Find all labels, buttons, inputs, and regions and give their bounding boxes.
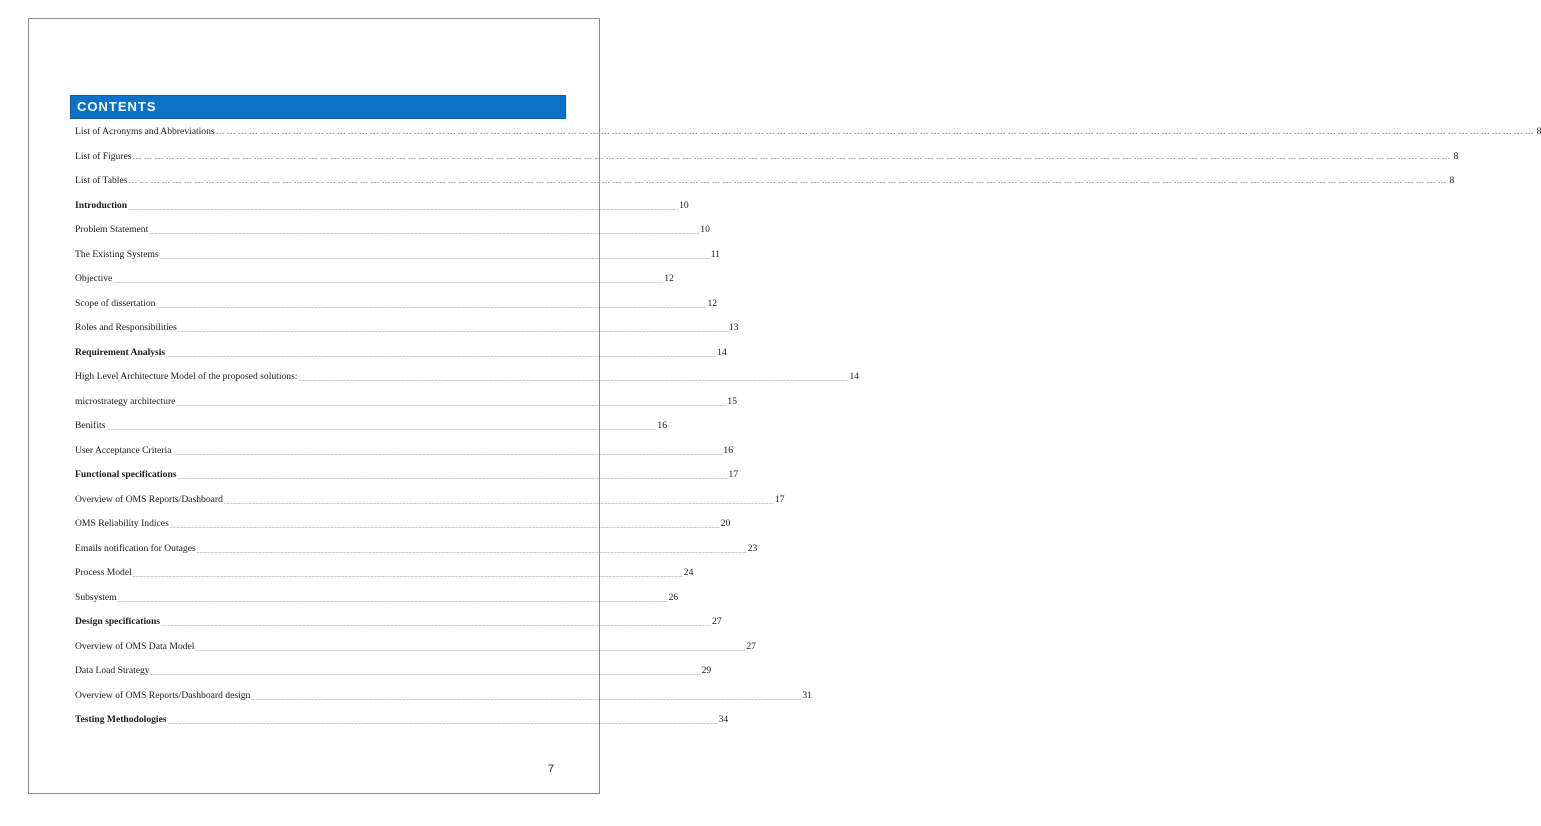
toc-entry-page: 26 — [668, 591, 679, 603]
toc-entry[interactable] — [75, 322, 739, 336]
toc-entry[interactable] — [75, 567, 694, 581]
toc-entry-page: 17 — [728, 469, 739, 480]
toc-entry-label: Data Load Strategy — [75, 665, 150, 676]
toc-dot-leader: ................................................................................................................................................................................................................................................................................................................................................................................................................ — [176, 401, 727, 408]
toc-entry-page: 31 — [802, 689, 812, 701]
toc-dot-leader: ................................................................................................................................................................................................................................................................................................................................................................................................................ — [177, 328, 728, 334]
toc-entry-label: List of Tables — [75, 175, 128, 186]
toc-entry[interactable] — [75, 248, 720, 263]
toc-entry-page: 8 — [1449, 175, 1455, 186]
toc-entry-label: Overview of OMS Reports/Dashboard — [75, 493, 223, 505]
toc-dot-leader: ................................................................................................................................................................................................................................................................................................................................................................................................................ — [223, 499, 774, 506]
toc-dot-leader: ................................................................................................................................................................................................................................................................................................................................................................................................................ — [161, 622, 712, 628]
toc-entry-label: Benifits — [75, 420, 106, 431]
toc-entry-page: 29 — [701, 665, 712, 676]
toc-dot-leader: ……………………………………………………………………………………………………………………………………………………………………………………………………………………………………………………………………………………………………………………………… — [132, 150, 1453, 161]
toc-entry[interactable] — [75, 297, 718, 312]
toc-dot-leader: ................................................................................................................................................................................................................................................................................................................................................................................................................ — [251, 695, 802, 702]
toc-entry-page: 8 — [1536, 126, 1541, 137]
toc-entry[interactable] — [75, 591, 679, 606]
toc-entry[interactable] — [75, 224, 710, 238]
toc-entry-label: Problem Statement — [75, 224, 149, 235]
contents-heading: CONTENTS — [77, 99, 157, 114]
toc-entry-page: 11 — [710, 248, 720, 260]
toc-entry-page: 27 — [746, 640, 756, 652]
toc-entry[interactable] — [75, 444, 734, 459]
toc-dot-leader: ................................................................................................................................................................................................................................................................................................................................................................................................................ — [106, 426, 657, 432]
toc-dot-leader: ……………………………………………………………………………………………………………………………………………………………………………………………………………………………………………………………………………………………………………………………… — [215, 126, 1536, 136]
toc-dot-leader: ................................................................................................................................................................................................................................................................................................................................................................................................................ — [167, 720, 718, 726]
toc-entry[interactable] — [75, 346, 727, 361]
page-number: 7 — [548, 763, 555, 775]
toc-entry-page: 13 — [728, 322, 739, 333]
toc-dot-leader: ................................................................................................................................................................................................................................................................................................................................................................................................................ — [150, 671, 701, 677]
toc-entry-label: The Existing Systems — [75, 248, 159, 260]
toc-entry-page: 17 — [774, 493, 785, 505]
toc-entry[interactable] — [75, 542, 758, 557]
toc-entry-page: 16 — [657, 420, 667, 431]
toc-dot-leader: ................................................................................................................................................................................................................................................................................................................................................................................................................ — [169, 524, 720, 530]
toc-entry-label: microstrategy architecture — [75, 395, 176, 407]
toc-entry-label: Design specifications — [75, 616, 161, 627]
toc-entry-label: Subsystem — [75, 591, 117, 603]
toc-entry-page: 10 — [679, 199, 689, 211]
toc-entry[interactable] — [75, 395, 738, 410]
toc-entry[interactable] — [75, 640, 756, 655]
toc-entry-label: Objective — [75, 273, 113, 284]
toc-dot-leader: ................................................................................................................................................................................................................................................................................................................................................................................................................ — [156, 303, 707, 310]
toc-entry[interactable] — [75, 689, 812, 704]
toc-dot-leader: ................................................................................................................................................................................................................................................................................................................................................................................................................ — [128, 205, 679, 212]
toc-entry[interactable] — [75, 518, 731, 532]
toc-entry-page: 23 — [747, 542, 758, 554]
toc-dot-leader: ……………………………………………………………………………………………………………………………………………………………………………………………………………………………………………………………………………………………………………………………… — [128, 175, 1449, 185]
toc-entry[interactable] — [75, 493, 785, 508]
toc-entry-label: Scope of dissertation — [75, 297, 156, 309]
toc-dot-leader: ................................................................................................................................................................................................................................................................................................................................................................................................................ — [172, 450, 723, 457]
toc-dot-leader: ................................................................................................................................................................................................................................................................................................................................................................................................................ — [149, 230, 700, 236]
toc-entry-page: 12 — [664, 273, 674, 284]
toc-dot-leader: ................................................................................................................................................................................................................................................................................................................................................................................................................ — [177, 475, 728, 481]
toc-entry-page: 20 — [720, 518, 731, 529]
toc-entry[interactable] — [75, 199, 689, 214]
toc-entry-page: 24 — [683, 567, 694, 578]
toc-entry-label: List of Acronyms and Abbreviations — [75, 126, 215, 137]
toc-entry[interactable] — [75, 420, 667, 434]
toc-dot-leader: ................................................................................................................................................................................................................................................................................................................................................................................................................ — [196, 548, 747, 555]
toc-entry[interactable] — [75, 469, 739, 483]
toc-dot-leader: ................................................................................................................................................................................................................................................................................................................................................................................................................ — [298, 377, 849, 383]
toc-dot-leader: ................................................................................................................................................................................................................................................................................................................................................................................................................ — [195, 646, 746, 653]
toc-entry-label: User Acceptance Criteria — [75, 444, 172, 456]
toc-dot-leader: ................................................................................................................................................................................................................................................................................................................................................................................................................ — [159, 254, 710, 261]
toc-entry-label: Overview of OMS Reports/Dashboard design — [75, 689, 251, 701]
toc-dot-leader: ................................................................................................................................................................................................................................................................................................................................................................................................................ — [166, 352, 717, 359]
toc-entry-page: 14 — [849, 371, 860, 382]
toc-entry[interactable] — [75, 273, 674, 287]
contents-heading-band — [70, 95, 566, 119]
toc-entry[interactable] — [75, 150, 1459, 165]
toc-entry-page: 8 — [1453, 150, 1459, 162]
toc-entry-label: OMS Reliability Indices — [75, 518, 169, 529]
toc-entry[interactable] — [75, 665, 712, 679]
toc-entry[interactable] — [75, 371, 860, 385]
toc-dot-leader: ................................................................................................................................................................................................................................................................................................................................................................................................................ — [113, 279, 664, 285]
toc-entry[interactable] — [75, 175, 1455, 189]
toc-entry-label: High Level Architecture Model of the proposed solutions: — [75, 371, 298, 382]
toc-entry-page: 15 — [727, 395, 738, 407]
toc-entry-page: 27 — [712, 616, 722, 627]
toc-entry-page: 16 — [723, 444, 734, 456]
toc-entry-label: List of Figures — [75, 150, 132, 162]
toc-entry-page: 34 — [718, 714, 729, 725]
toc-entry-label: Process Model — [75, 567, 132, 578]
toc-entry-page: 14 — [717, 346, 727, 358]
toc-entry-label: Requirement Analysis — [75, 346, 166, 358]
toc-entry-page: 10 — [700, 224, 710, 235]
toc-entry-label: Functional specifications — [75, 469, 177, 480]
toc-entry[interactable] — [75, 126, 1541, 140]
toc-entry[interactable] — [75, 616, 722, 630]
toc-entry-page: 12 — [707, 297, 718, 309]
toc-entry[interactable] — [75, 714, 729, 728]
toc-entry-label: Overview of OMS Data Model — [75, 640, 195, 652]
toc-dot-leader: ................................................................................................................................................................................................................................................................................................................................................................................................................ — [117, 597, 668, 604]
toc-entry-label: Emails notification for Outages — [75, 542, 196, 554]
toc-dot-leader: ................................................................................................................................................................................................................................................................................................................................................................................................................ — [132, 573, 683, 579]
toc-entry-label: Introduction — [75, 199, 128, 211]
toc-entry-label: Roles and Responsibilities — [75, 322, 177, 333]
toc-entry-label: Testing Methodologies — [75, 714, 167, 725]
